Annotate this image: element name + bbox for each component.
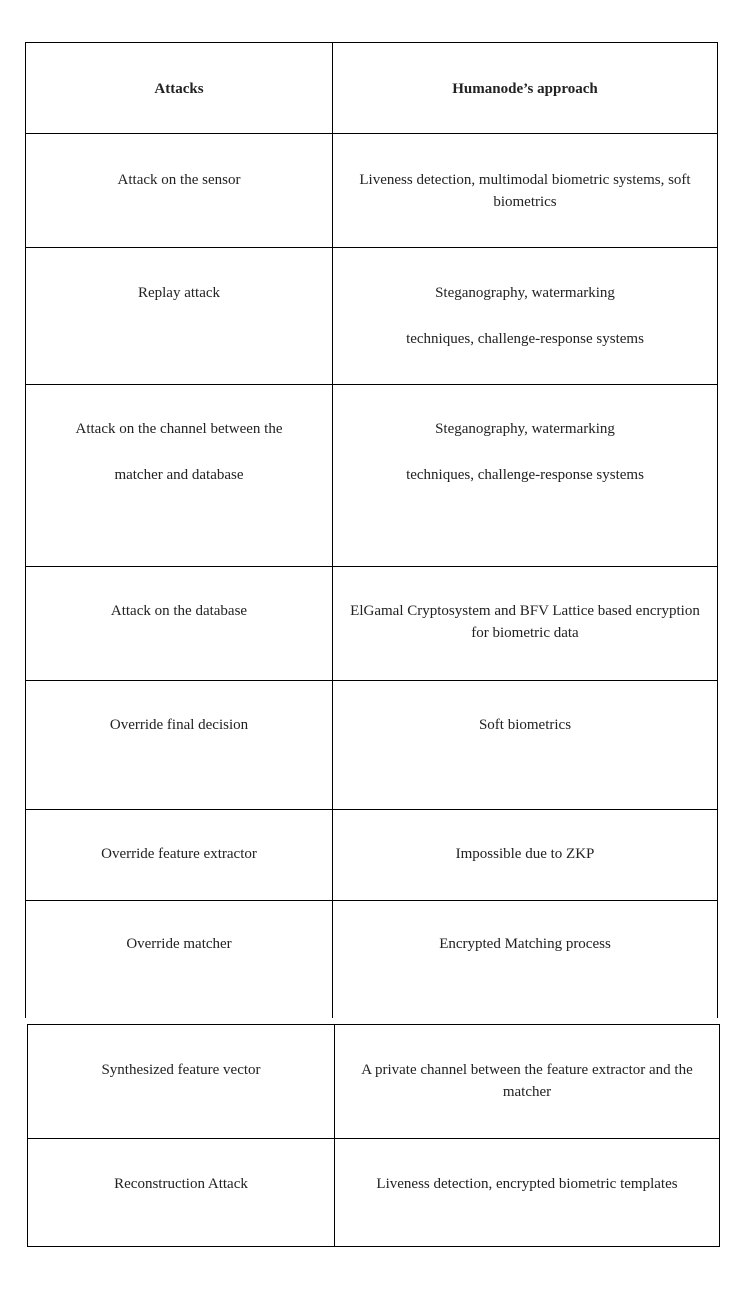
attack-text: Replay attack <box>137 285 221 301</box>
table-row <box>26 681 717 810</box>
attack-text: Attack on the channel between the <box>75 421 283 437</box>
attack-cell <box>26 248 333 384</box>
approach-text: Impossible due to ZKP <box>455 846 595 862</box>
header-attacks: Attacks <box>26 43 333 133</box>
approach-text: Steganography, watermarking <box>435 421 615 437</box>
approach-cell <box>333 901 717 1018</box>
attack-cell <box>26 681 333 809</box>
attack-text: Attack on the database <box>110 603 248 619</box>
attack-text: Override final decision <box>109 717 249 733</box>
approach-cell <box>333 681 717 809</box>
table-row <box>28 1025 719 1139</box>
approach-cell <box>333 248 717 384</box>
attack-cell <box>26 810 333 900</box>
header-row <box>26 42 717 134</box>
attack-cell <box>26 134 333 247</box>
table-row <box>28 1139 719 1246</box>
attacks-table <box>25 42 718 1018</box>
approach-cell <box>333 810 717 900</box>
table-row <box>26 810 717 901</box>
approach-cell <box>335 1139 719 1246</box>
attack-cell <box>26 385 333 566</box>
table-row <box>26 901 717 1018</box>
approach-cell <box>333 134 717 247</box>
attack-text: Reconstruction Attack <box>114 1176 248 1192</box>
table-row <box>26 385 717 567</box>
approach-text: Steganography, watermarking <box>435 285 615 301</box>
header-approach: Humanode’s approach <box>452 81 598 97</box>
attack-cell <box>26 901 333 1018</box>
approach-text: techniques, challenge-response systems <box>406 467 644 483</box>
approach-cell <box>335 1025 719 1138</box>
attack-text: Override feature extractor <box>101 846 257 862</box>
approach-text: techniques, challenge-response systems <box>406 331 644 347</box>
attack-text: Override matcher <box>126 936 232 952</box>
attacks-table-continued <box>27 1024 720 1247</box>
table-row <box>26 567 717 681</box>
attack-text: Synthesized feature vector <box>101 1062 261 1078</box>
approach-text: ElGamal Cryptosystem and BFV Lattice based encryption for biometric data <box>350 603 700 641</box>
approach-text: Liveness detection, multimodal biometric systems, soft biometrics <box>359 172 691 210</box>
attack-text: Attack on the sensor <box>117 172 241 188</box>
approach-cell <box>333 567 717 680</box>
attack-text: matcher and database <box>114 467 244 483</box>
approach-text: Liveness detection, encrypted biometric templates <box>376 1176 678 1192</box>
approach-text: Encrypted Matching process <box>439 936 611 952</box>
attack-cell <box>28 1025 335 1138</box>
table-row <box>26 248 717 385</box>
approach-text: A private channel between the feature extractor and the matcher <box>361 1062 693 1100</box>
approach-cell <box>333 385 717 566</box>
attack-cell <box>28 1139 335 1246</box>
table-row <box>26 134 717 248</box>
attack-cell <box>26 567 333 680</box>
approach-text: Soft biometrics <box>478 717 572 733</box>
